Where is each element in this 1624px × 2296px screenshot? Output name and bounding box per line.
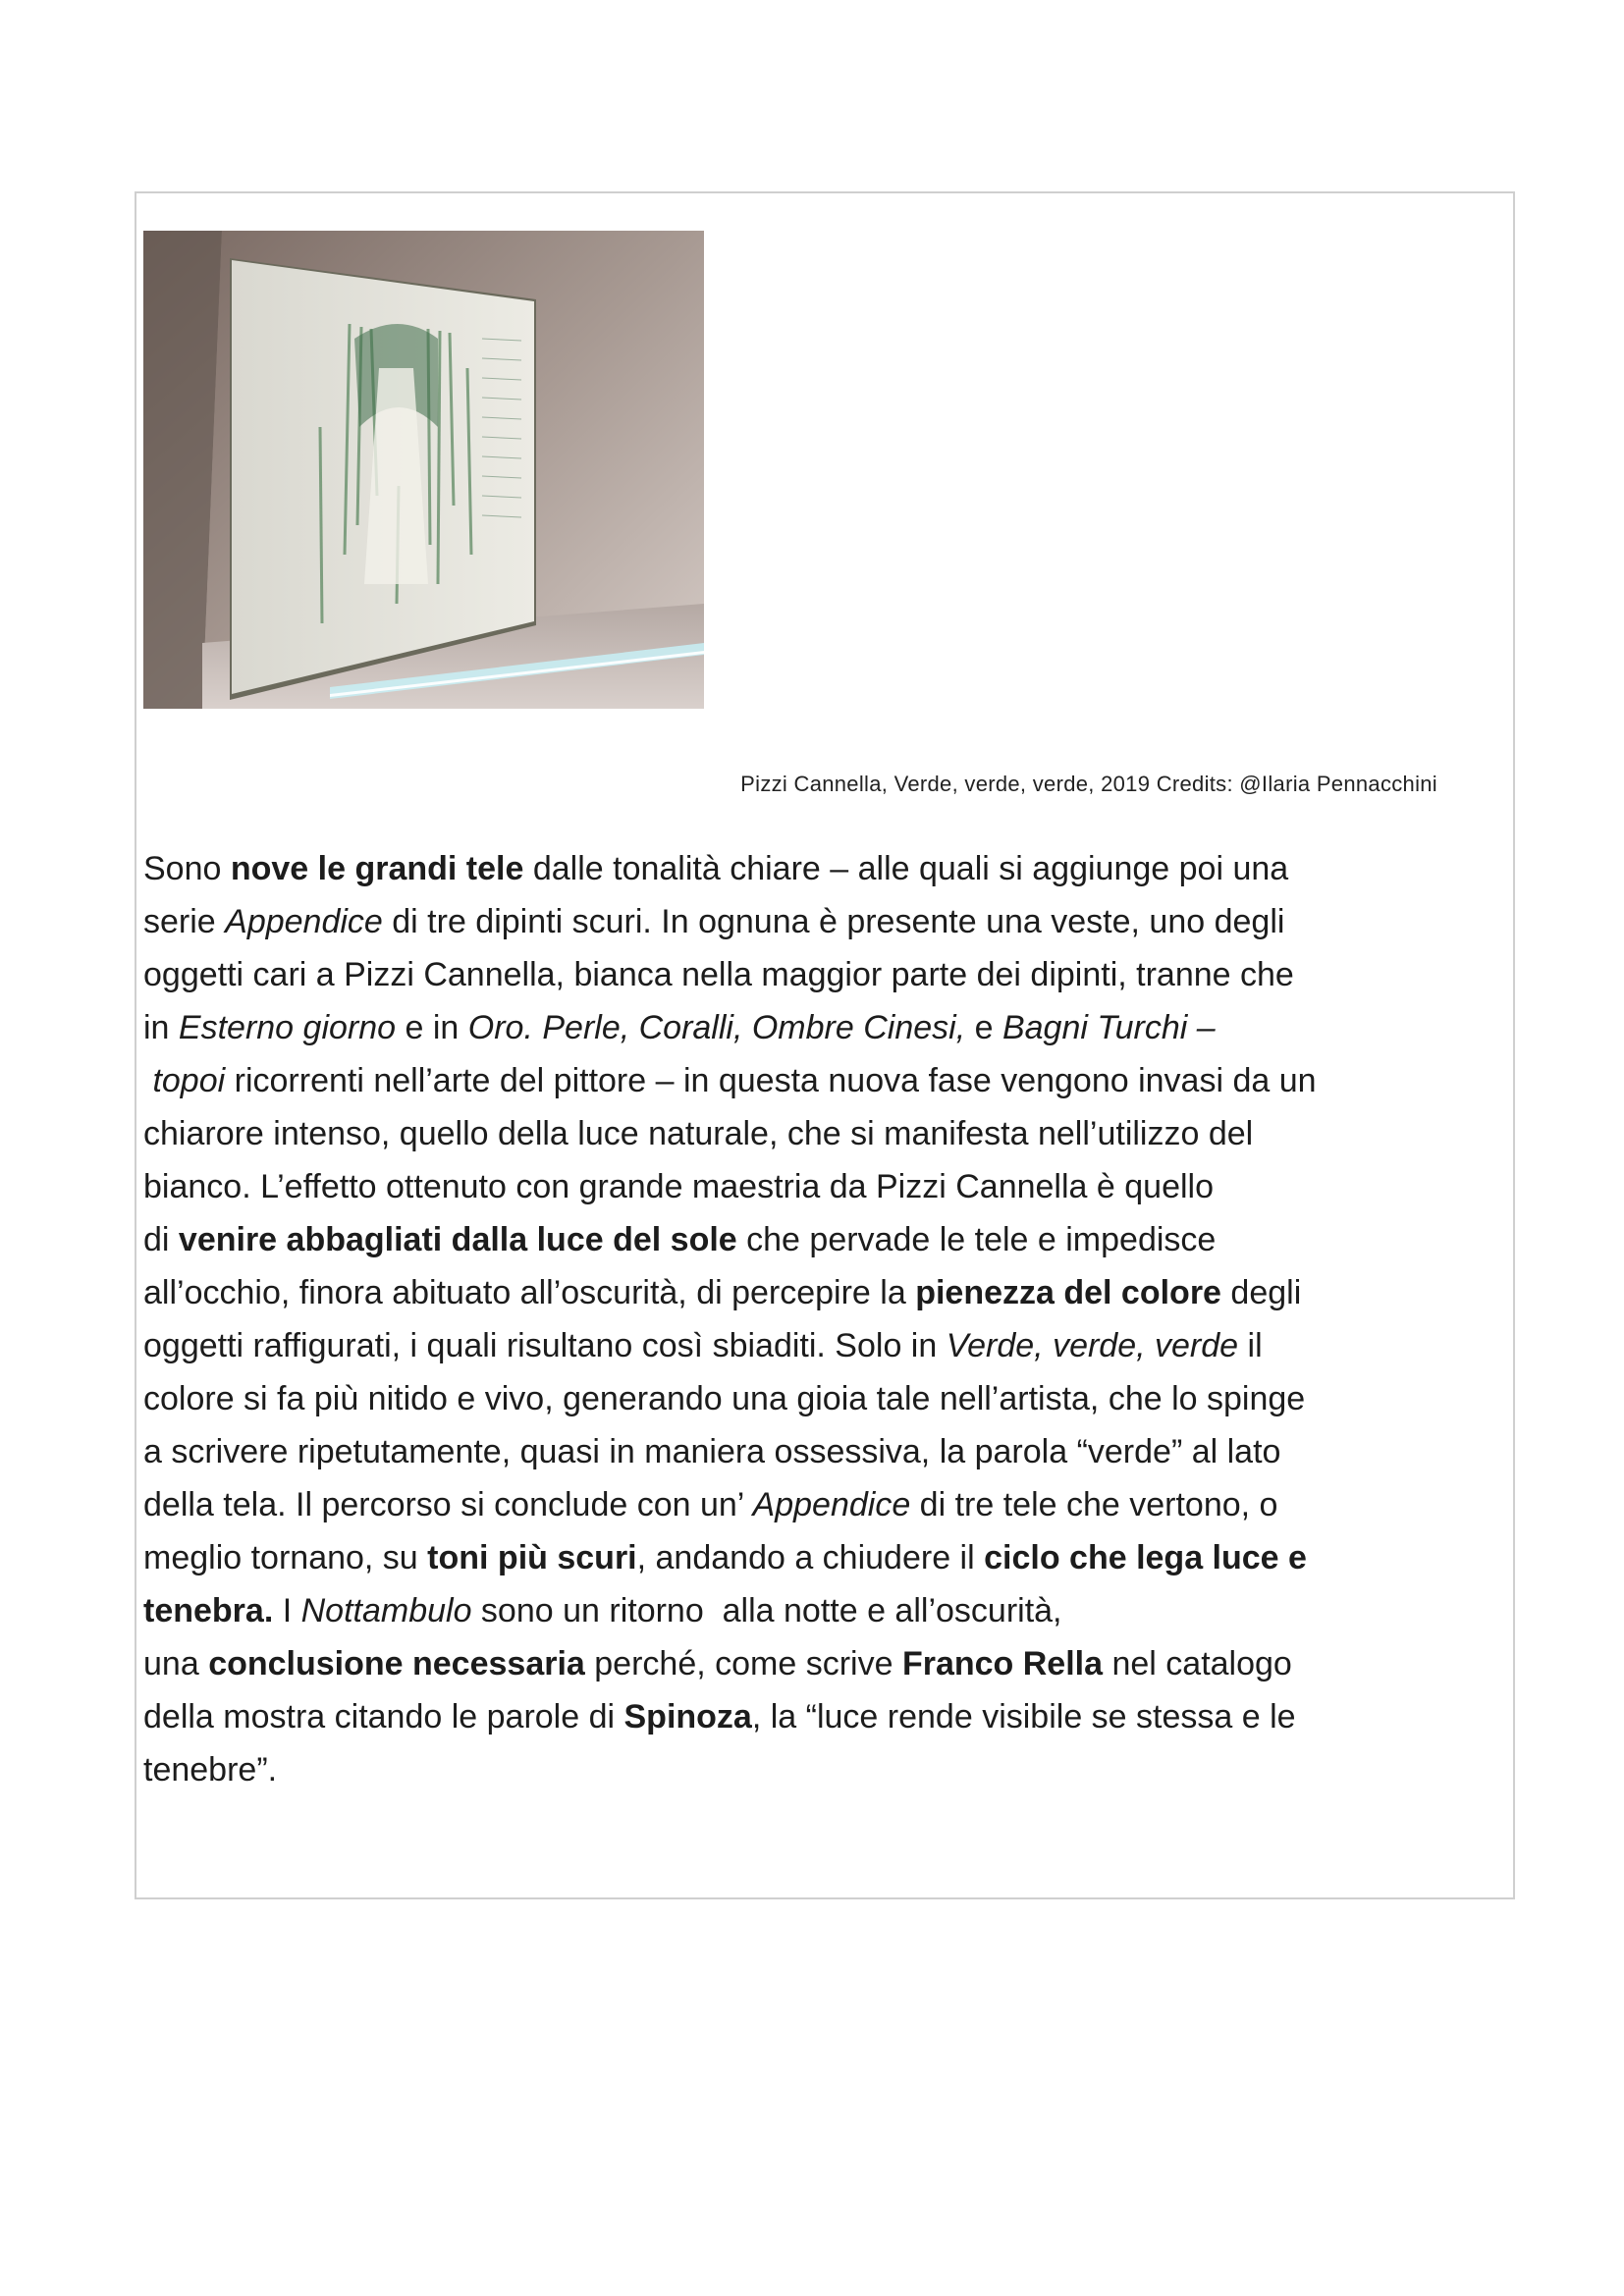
- text-run: degli: [1220, 1274, 1302, 1311]
- text-run: dalle tonalità chiare – alle quali si aggiunge poi una: [523, 850, 1289, 887]
- paragraph-line: [143, 1372, 1508, 1425]
- paragraph-line: [143, 1743, 1508, 1796]
- text-run: di tre dipinti scuri. In ognuna è presente una veste, uno degli: [382, 903, 1285, 940]
- bold-text: nove le grandi tele: [230, 850, 524, 887]
- text-run: il: [1238, 1327, 1263, 1364]
- paragraph-line: [143, 1690, 1508, 1743]
- text-run: a scrivere ripetutamente, quasi in maniera ossessiva, la parola “verde” al lato: [143, 1433, 1281, 1470]
- text-run: di tre tele che vertono, o: [910, 1486, 1278, 1523]
- paragraph-line: [143, 1001, 1508, 1054]
- italic-text: Oro. Perle, Coralli, Ombre Cinesi,: [467, 1009, 966, 1046]
- italic-text: Nottambulo: [300, 1592, 472, 1629]
- text-run: una: [143, 1645, 209, 1682]
- text-run: tenebre”.: [143, 1751, 278, 1789]
- text-run: nel catalogo: [1103, 1645, 1292, 1682]
- paragraph-line: [143, 1107, 1508, 1160]
- text-run: , la “luce rende visibile se stessa e le: [751, 1698, 1296, 1735]
- italic-text: topoi: [152, 1062, 226, 1099]
- bold-text: Franco Rella: [901, 1645, 1104, 1682]
- text-run: e: [965, 1009, 1002, 1046]
- text-run: serie: [143, 903, 226, 940]
- paragraph-line: [143, 1531, 1508, 1584]
- bold-text: venire abbagliati dalla luce del sole: [178, 1221, 737, 1258]
- artwork-photo: [143, 231, 704, 709]
- text-run: in: [143, 1009, 179, 1046]
- bold-text: ciclo che lega luce e: [984, 1539, 1307, 1576]
- text-run: oggetti raffigurati, i quali risultano così sbiaditi. Solo in: [143, 1327, 947, 1364]
- bold-text: tenebra.: [143, 1592, 274, 1629]
- bold-text: toni più scuri: [427, 1539, 637, 1576]
- paragraph-line: [143, 1478, 1508, 1531]
- text-run: , andando a chiudere il: [636, 1539, 985, 1576]
- text-run: Sono: [143, 850, 231, 887]
- text-run: perché, come scrive: [584, 1645, 902, 1682]
- text-run: all’occhio, finora abituato all’oscurità, di percepire la: [143, 1274, 916, 1311]
- text-run: della mostra citando le parole di: [143, 1698, 624, 1735]
- text-run: che pervade le tele e impedisce: [736, 1221, 1217, 1258]
- paragraph-line: [143, 1637, 1508, 1690]
- caption-credits: Credits: @Ilaria Pennacchini: [1156, 772, 1437, 796]
- bold-text: pienezza del colore: [915, 1274, 1221, 1311]
- bold-text: Spinoza: [623, 1698, 752, 1735]
- text-run: I: [273, 1592, 301, 1629]
- text-run: chiarore intenso, quello della luce naturale, che si manifesta nell’utilizzo del: [143, 1115, 1254, 1152]
- text-run: sono un ritorno alla notte e all’oscurità,: [471, 1592, 1062, 1629]
- text-run: della tela. Il percorso si conclude con un’: [143, 1486, 753, 1523]
- italic-text: Esterno giorno: [178, 1009, 397, 1046]
- text-run: di: [143, 1221, 179, 1258]
- paragraph-line: [143, 1213, 1508, 1266]
- paragraph-line: [143, 1054, 1508, 1107]
- paragraph-line: [143, 1425, 1508, 1478]
- paragraph-line: [143, 1266, 1508, 1319]
- paragraph-line: [143, 948, 1508, 1001]
- paragraph-line: [143, 842, 1508, 895]
- text-run: e in: [396, 1009, 468, 1046]
- text-run: oggetti cari a Pizzi Cannella, bianca nella maggior parte dei dipinti, tranne che: [143, 956, 1294, 993]
- italic-text: Bagni Turchi –: [1001, 1009, 1216, 1046]
- paragraph-line: [143, 1584, 1508, 1637]
- text-run: meglio tornano, su: [143, 1539, 428, 1576]
- paragraph-line: [143, 1319, 1508, 1372]
- bold-text: conclusione necessaria: [208, 1645, 585, 1682]
- text-run: bianco. L’effetto ottenuto con grande maestria da Pizzi Cannella è quello: [143, 1168, 1214, 1205]
- italic-text: Appendice: [752, 1486, 911, 1523]
- text-run: colore si fa più nitido e vivo, generando una gioia tale nell’artista, che lo spinge: [143, 1380, 1306, 1417]
- italic-text: Appendice: [225, 903, 383, 940]
- caption-title: Pizzi Cannella, Verde, verde, verde, 2019: [740, 772, 1151, 796]
- text-run: ricorrenti nell’arte del pittore – in questa nuova fase vengono invasi da un: [225, 1062, 1317, 1099]
- italic-text: Verde, verde, verde: [946, 1327, 1239, 1364]
- article-body: [143, 842, 1508, 1796]
- image-caption: [143, 772, 1449, 797]
- paragraph-line: [143, 1160, 1508, 1213]
- paragraph-line: [143, 895, 1508, 948]
